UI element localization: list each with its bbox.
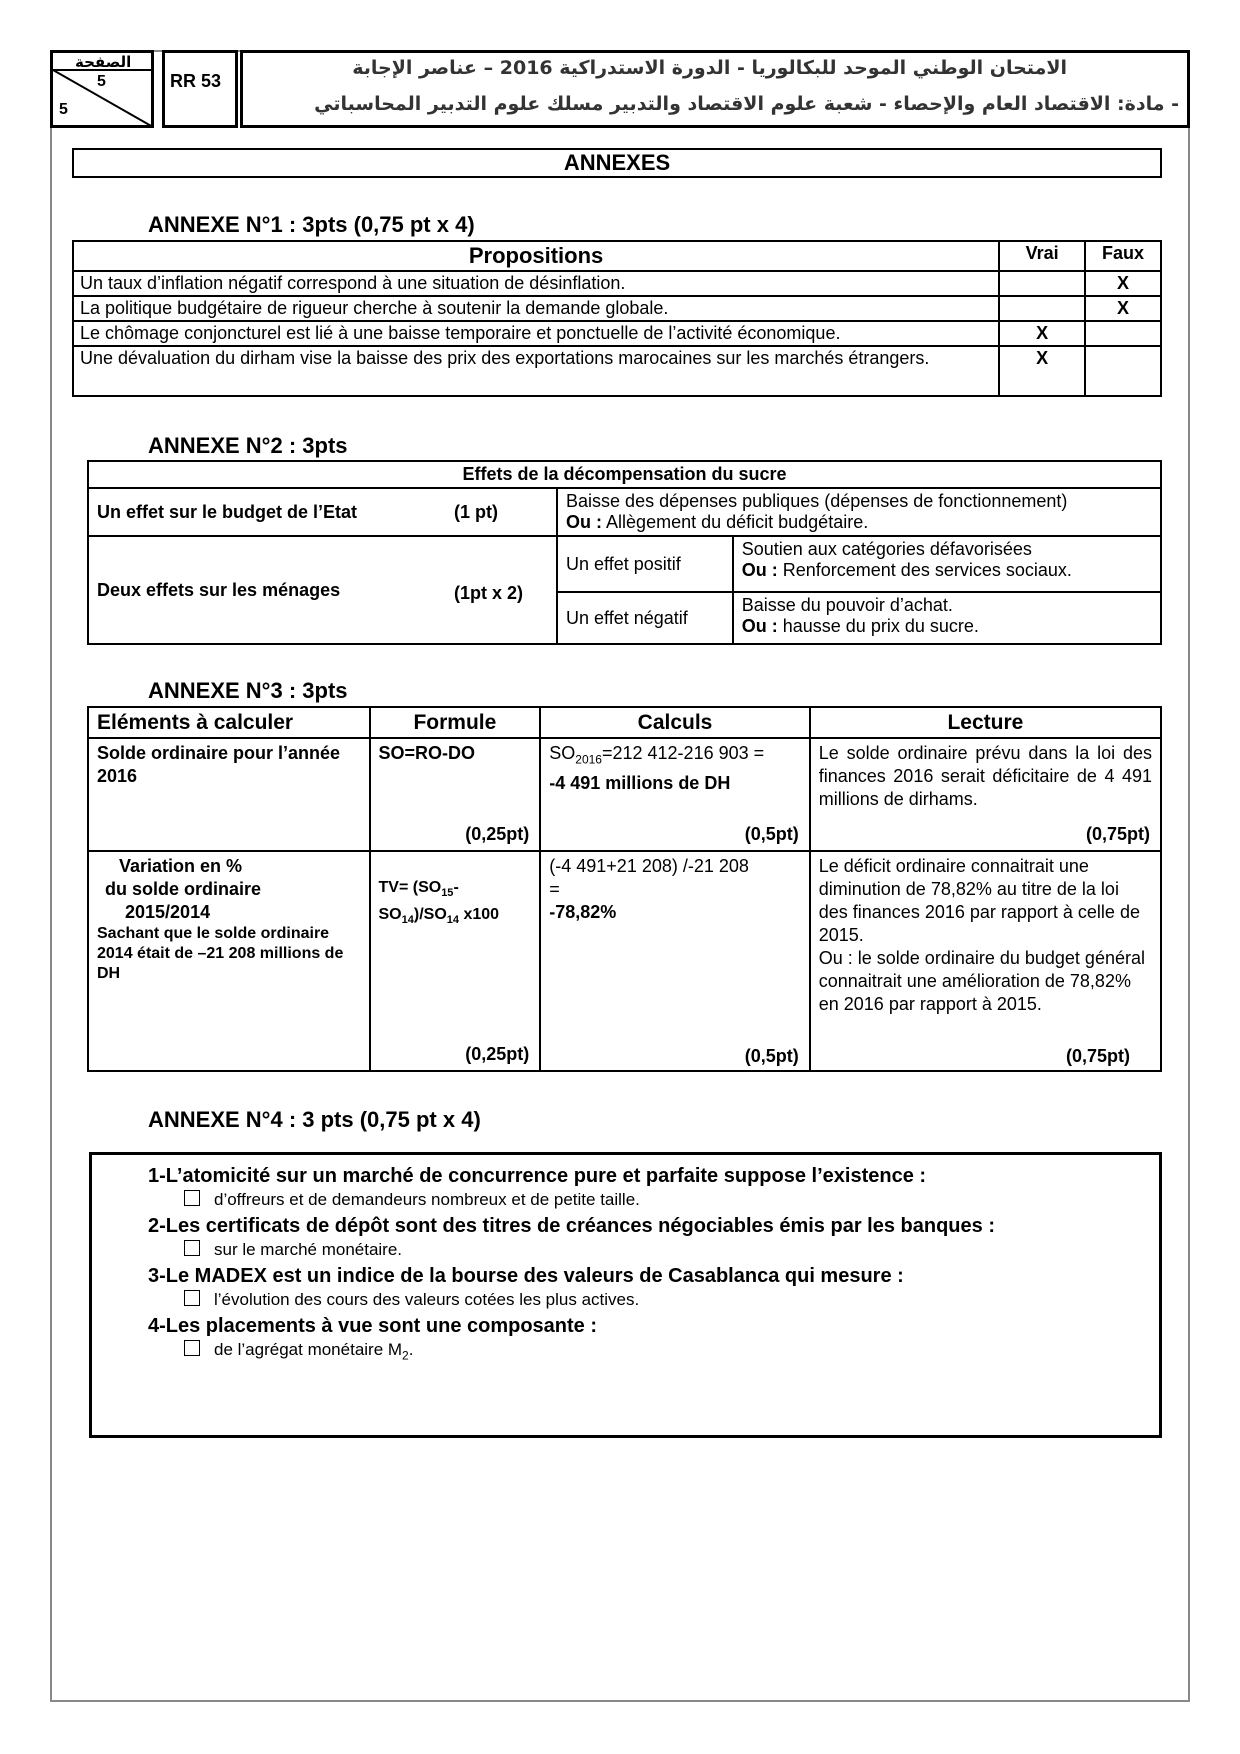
- annexe3-col-elements: Eléments à calculer: [88, 707, 370, 738]
- solde-element-points: (0,25pt): [465, 824, 530, 844]
- budget-effect-text: Baisse des dépenses publiques (dépenses de fonctionnement): [566, 491, 1068, 511]
- solde-calc-cell: [540, 738, 809, 851]
- exam-code-box: [162, 50, 238, 128]
- table-row: [73, 346, 1161, 396]
- answer-3-text: l’évolution des cours des valeurs cotées les plus actives.: [214, 1290, 640, 1309]
- checkbox-icon: [184, 1190, 200, 1206]
- menages-effect-label: Deux effets sur les ménages: [97, 579, 341, 600]
- variation-element-1: Variation en %: [119, 856, 243, 876]
- annexe3-table: [87, 706, 1162, 1072]
- table-row: [73, 296, 1161, 321]
- exam-title-line2: - مادة: الاقتصاد العام والإحصاء - شعبة علوم الاقتصاد والتدبير مسلك علوم التدبير المحاسباتي: [314, 93, 1179, 115]
- annexe2-title-row: [88, 461, 1161, 488]
- annexe1-col-propositions: Propositions: [73, 241, 999, 271]
- variation-element-points: (0,25pt): [465, 1044, 530, 1064]
- ou-label: Ou :: [741, 616, 778, 636]
- variation-element-cell: [88, 851, 370, 1071]
- variation-calc-eq: =: [549, 879, 560, 899]
- answer-4-sub: 2: [402, 1348, 409, 1363]
- variation-formule: [379, 877, 532, 931]
- answer-4-text: de l’agrégat monétaire M: [214, 1340, 403, 1359]
- proposition-text: Une dévaluation du dirham vise la baisse des prix des exportations marocaines sur les marchés étrangers.: [73, 346, 999, 396]
- answer-1-text: d’offreurs et de demandeurs nombreux et de petite taille.: [214, 1190, 640, 1209]
- formule-sub: 14: [446, 914, 460, 927]
- vrai-mark: [999, 296, 1085, 321]
- variation-lecture: Le déficit ordinaire connaitrait une diminution de 78,82% au titre de la loi des finances 2016 par rapport à celle de 2015.: [818, 856, 1140, 945]
- variation-formule-cell: [370, 851, 541, 1071]
- page-total: 5: [59, 101, 68, 118]
- solde-lecture-cell: [810, 738, 1161, 851]
- table-row: [88, 851, 1161, 1071]
- checkbox-icon: [184, 1240, 200, 1256]
- formule-sub: 14: [401, 914, 414, 927]
- ou-label: Ou :: [566, 512, 603, 532]
- solde-element: Solde ordinaire pour l’année 2016: [88, 738, 370, 851]
- negatif-label: Un effet négatif: [557, 592, 733, 644]
- table-row: [88, 488, 1161, 536]
- proposition-text: Un taux d’inflation négatif correspond à une situation de désinflation.: [73, 271, 999, 296]
- ou-label: Ou :: [741, 560, 778, 580]
- solde-formule: SO=RO-DO: [378, 743, 476, 763]
- vrai-mark: [999, 271, 1085, 296]
- annexe4-box: [89, 1152, 1162, 1438]
- variation-lecture-cell: [810, 851, 1161, 1071]
- budget-effect-cell: [88, 488, 557, 536]
- table-row: [73, 321, 1161, 346]
- exam-title-line1: الامتحان الوطني الموحد للبكالوريا - الدورة الاستدراكية 2016 – عناصر الإجابة: [352, 57, 1067, 79]
- solde-lecture: Le solde ordinaire prévu dans la loi des finances 2016 serait déficitaire de 4 491 millions de dirhams.: [818, 743, 1152, 809]
- positif-label: Un effet positif: [557, 536, 733, 592]
- formule-part: TV= (SO: [378, 879, 442, 896]
- formule-sub: 15: [441, 887, 454, 900]
- solde-calc-points: (0,5pt): [744, 824, 799, 844]
- question-4: 4-Les placements à vue sont une composante :: [148, 1315, 598, 1337]
- table-row: [73, 271, 1161, 296]
- solde-lecture-points: (0,75pt): [1085, 824, 1150, 844]
- positif-alt: Renforcement des services sociaux.: [777, 560, 1072, 580]
- annexe2-table: [87, 460, 1162, 645]
- variation-calc-result: -78,82%: [549, 902, 617, 922]
- budget-effect-label: Un effet sur le budget de l’Etat: [97, 501, 358, 522]
- annexe1-table: [72, 240, 1162, 397]
- negatif-alt: hausse du prix du sucre.: [777, 616, 979, 636]
- annexe1-title: ANNEXE N°1 : 3pts (0,75 pt x 4): [148, 212, 475, 237]
- answer-4-suffix: .: [408, 1340, 414, 1359]
- positif-text: Soutien aux catégories défavorisées: [741, 539, 1032, 559]
- annexe2-table-title: Effets de la décompensation du sucre: [88, 461, 1161, 488]
- answer-1: [184, 1189, 1119, 1211]
- variation-lecture-points: (0,75pt): [1065, 1046, 1130, 1066]
- annexes-title-box: [72, 148, 1162, 178]
- annexe1-col-faux: Faux: [1085, 241, 1161, 271]
- solde-calc-prefix: SO: [549, 743, 576, 763]
- variation-lecture-alt: Ou : le solde ordinaire du budget général connaitrait une amélioration de 78,82% en 2016 par rapport à 2015.: [818, 948, 1145, 1014]
- answer-2: [184, 1239, 1119, 1261]
- table-row: [88, 738, 1161, 851]
- question-1: 1-L’atomicité sur un marché de concurrence pure et parfaite suppose l’existence :: [148, 1165, 927, 1187]
- formule-part: )/SO: [413, 906, 447, 924]
- annexe3-col-lecture: Lecture: [810, 707, 1161, 738]
- budget-effect-alt: Allègement du déficit budgétaire.: [602, 512, 869, 532]
- formule-part: x100: [459, 906, 500, 924]
- annexe1-col-vrai: Vrai: [999, 241, 1085, 271]
- variation-element-note: Sachant que le solde ordinaire 2014 était de –21 208 millions de DH: [97, 925, 344, 982]
- table-row: [88, 536, 1161, 592]
- annexe3-header-row: [88, 707, 1161, 738]
- page-current: 5: [97, 73, 106, 90]
- solde-calc-rest: =212 412-216 903 =: [601, 743, 765, 763]
- annexe3-col-formule: Formule: [370, 707, 541, 738]
- budget-effect-points: (1 pt): [454, 502, 498, 522]
- annexe2-title: ANNEXE N°2 : 3pts: [148, 433, 348, 458]
- proposition-text: Le chômage conjoncturel est lié à une baisse temporaire et ponctuelle de l’activité économique.: [73, 321, 999, 346]
- answer-3: [184, 1289, 1119, 1311]
- solde-calc-result: -4 491 millions de DH: [549, 772, 731, 793]
- faux-mark: [1085, 346, 1161, 396]
- page-label-ar: الصفحة: [75, 53, 132, 71]
- answer-2-text: sur le marché monétaire.: [214, 1240, 403, 1259]
- proposition-text: La politique budgétaire de rigueur cherche à soutenir la demande globale.: [73, 296, 999, 321]
- checkbox-icon: [184, 1290, 200, 1306]
- faux-mark: X: [1085, 296, 1161, 321]
- exam-title-box: [240, 50, 1190, 128]
- solde-calc-sub: 2016: [575, 752, 602, 767]
- faux-mark: [1085, 321, 1161, 346]
- answer-4: [184, 1339, 1119, 1366]
- solde-formule-cell: [370, 738, 541, 851]
- positif-answer: [733, 536, 1161, 592]
- formule-part: -SO: [378, 879, 459, 924]
- variation-calc-cell: [540, 851, 809, 1071]
- menages-effect-cell: [88, 536, 557, 644]
- annexe1-header-row: [73, 241, 1161, 271]
- budget-effect-answer: [557, 488, 1161, 536]
- negatif-text: Baisse du pouvoir d’achat.: [741, 595, 953, 615]
- annexe3-col-calculs: Calculs: [540, 707, 809, 738]
- question-2: 2-Les certificats de dépôt sont des titres de créances négociables émis par les banques :: [148, 1215, 995, 1237]
- annexes-title: ANNEXES: [563, 150, 671, 175]
- variation-element-3: 2015/2014: [125, 902, 211, 922]
- vrai-mark: X: [999, 346, 1085, 396]
- negatif-answer: [733, 592, 1161, 644]
- checkbox-icon: [184, 1340, 200, 1356]
- variation-calc-line: (-4 491+21 208) /-21 208: [549, 856, 749, 876]
- question-3: 3-Le MADEX est un indice de la bourse des valeurs de Casablanca qui mesure :: [148, 1265, 904, 1287]
- variation-element-2: du solde ordinaire: [105, 879, 262, 899]
- annexe4-title: ANNEXE N°4 : 3 pts (0,75 pt x 4): [148, 1107, 481, 1132]
- faux-mark: X: [1085, 271, 1161, 296]
- annexe3-title: ANNEXE N°3 : 3pts: [148, 678, 348, 703]
- exam-code: RR 53: [170, 71, 222, 91]
- variation-calc-points: (0,5pt): [744, 1046, 799, 1066]
- menages-effect-points: (1pt x 2): [454, 583, 524, 603]
- page-number-box: [50, 50, 154, 128]
- vrai-mark: X: [999, 321, 1085, 346]
